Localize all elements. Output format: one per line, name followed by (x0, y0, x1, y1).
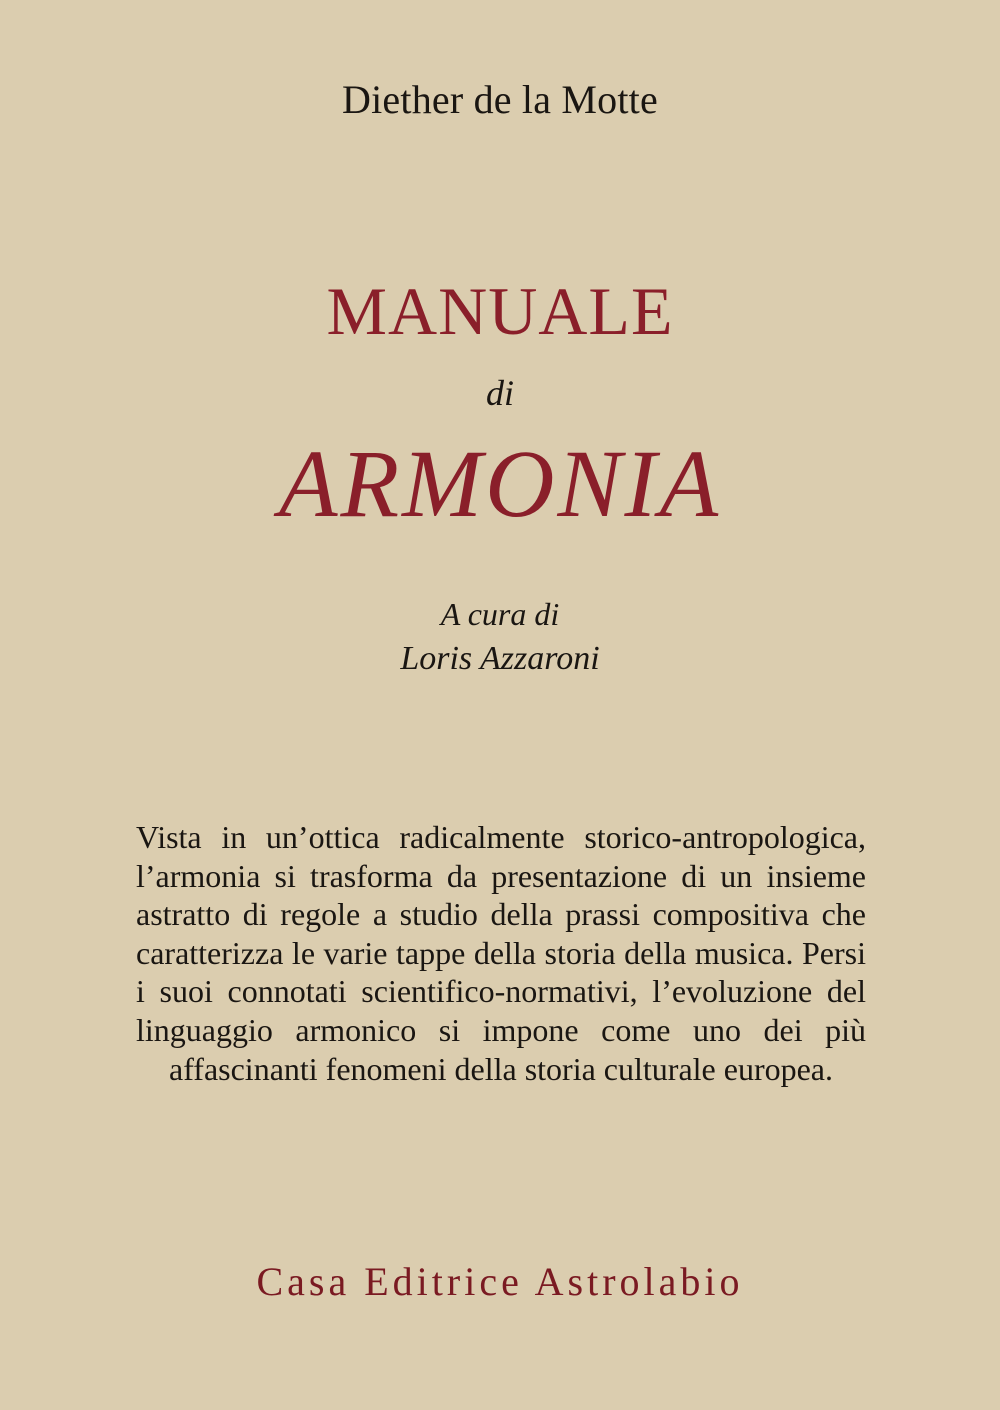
title-main: MANUALE (326, 273, 674, 349)
title-connector: di (485, 373, 514, 413)
blurb-text: Vista in un’ottica radicalmente storico-antropologica, l’armonia si trasforma da presentazione di un insieme astratto di regole a studio della prassi compositiva che caratterizza le varie tappe della storia della musica. Persi i suoi connotati scientifico-normativi, l’evoluzione del linguaggio armonico si impone come uno dei più affascinanti fenomeni della storia culturale europea. (136, 819, 866, 1087)
publisher-name: Casa Editrice Astrolabio (256, 1259, 744, 1304)
editor-label: A cura di (440, 596, 560, 632)
author-name: Diether de la Motte (342, 77, 658, 122)
title-subject: ARMONIA (278, 430, 722, 537)
editor-name: Loris Azzaroni (400, 640, 600, 677)
